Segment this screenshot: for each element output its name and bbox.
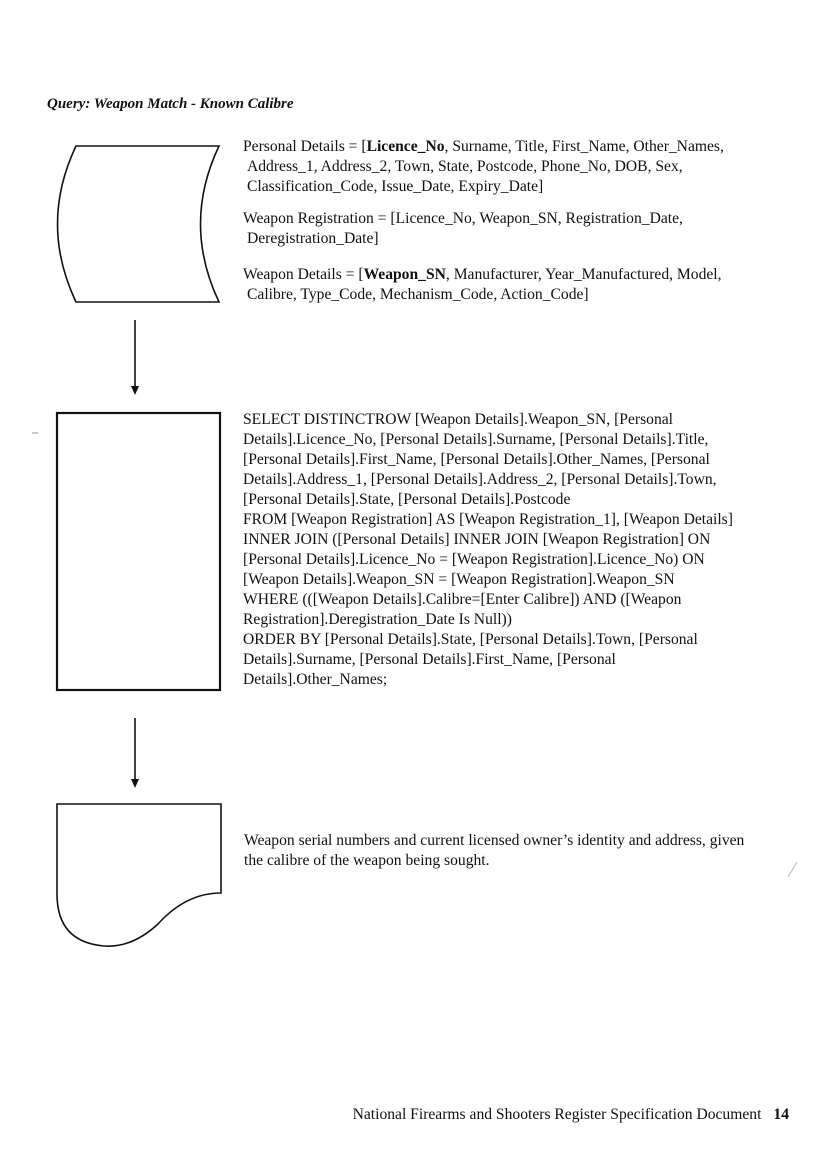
sql-line: WHERE (([Weapon Details].Calibre=[Enter Calibre]) AND ([Weapon	[243, 591, 682, 608]
registration-line2: Deregistration_Date]	[247, 230, 379, 247]
tables-description	[243, 137, 803, 317]
sql-line: Details].Surname, [Personal Details].First_Name, [Personal	[243, 651, 616, 668]
sql-line: Registration].Deregistration_Date Is Null))	[243, 611, 512, 628]
footer-text: National Firearms and Shooters Register Specification Document	[352, 1106, 762, 1123]
output-line: Weapon serial numbers and current licensed owner’s identity and address, given	[244, 832, 745, 849]
weapon-details-line1: , Manufacturer, Year_Manufactured, Model,	[445, 266, 722, 283]
process-symbol	[57, 413, 220, 690]
query-title: Query: Weapon Match - Known Calibre	[47, 96, 294, 112]
weapon-details-line2: Calibre, Type_Code, Mechanism_Code, Action_Code]	[247, 286, 589, 303]
personal-prefix: Personal Details = [	[243, 138, 367, 155]
sql-query	[243, 410, 803, 690]
arrow-head-1	[131, 386, 139, 395]
sql-line: SELECT DISTINCTROW [Weapon Details].Weapon_SN, [Personal	[243, 411, 673, 428]
document-symbol	[57, 804, 221, 946]
weapon-registration-def	[243, 209, 803, 249]
personal-key: Licence_No	[366, 138, 445, 155]
registration-line1: Weapon Registration = [Licence_No, Weapon_SN, Registration_Date,	[243, 210, 683, 227]
sql-line: Details].Licence_No, [Personal Details].Surname, [Personal Details].Title,	[243, 431, 709, 448]
output-description	[244, 831, 804, 871]
sql-line: FROM [Weapon Registration] AS [Weapon Registration_1], [Weapon Details]	[243, 511, 733, 528]
sql-line: [Weapon Details].Weapon_SN = [Weapon Registration].Weapon_SN	[243, 571, 675, 588]
personal-line3: Classification_Code, Issue_Date, Expiry_Date]	[247, 178, 544, 195]
sql-line: INNER JOIN ([Personal Details] INNER JOIN [Weapon Registration] ON	[243, 531, 711, 548]
output-line: the calibre of the weapon being sought.	[244, 852, 490, 869]
weapon-details-key: Weapon_SN	[363, 266, 446, 283]
page-footer	[353, 1106, 789, 1124]
weapon-details-def	[243, 265, 803, 305]
weapon-details-prefix: Weapon Details = [	[243, 266, 364, 283]
sql-line: [Personal Details].First_Name, [Personal Details].Other_Names, [Personal	[243, 451, 710, 468]
sql-line: ORDER BY [Personal Details].State, [Personal Details].Town, [Personal	[243, 631, 698, 648]
personal-details-def	[243, 137, 803, 197]
page-number: 14	[773, 1106, 789, 1123]
stored-data-symbol	[58, 146, 220, 302]
sql-line: Details].Other_Names;	[243, 671, 388, 688]
personal-line2: Address_1, Address_2, Town, State, Postcode, Phone_No, DOB, Sex,	[247, 158, 683, 175]
sql-line: [Personal Details].State, [Personal Details].Postcode	[243, 491, 571, 508]
arrow-head-2	[131, 779, 139, 788]
sql-line: [Personal Details].Licence_No = [Weapon Registration].Licence_No) ON	[243, 551, 705, 568]
sql-line: Details].Address_1, [Personal Details].Address_2, [Personal Details].Town,	[243, 471, 717, 488]
personal-line1: , Surname, Title, First_Name, Other_Names,	[444, 138, 724, 155]
